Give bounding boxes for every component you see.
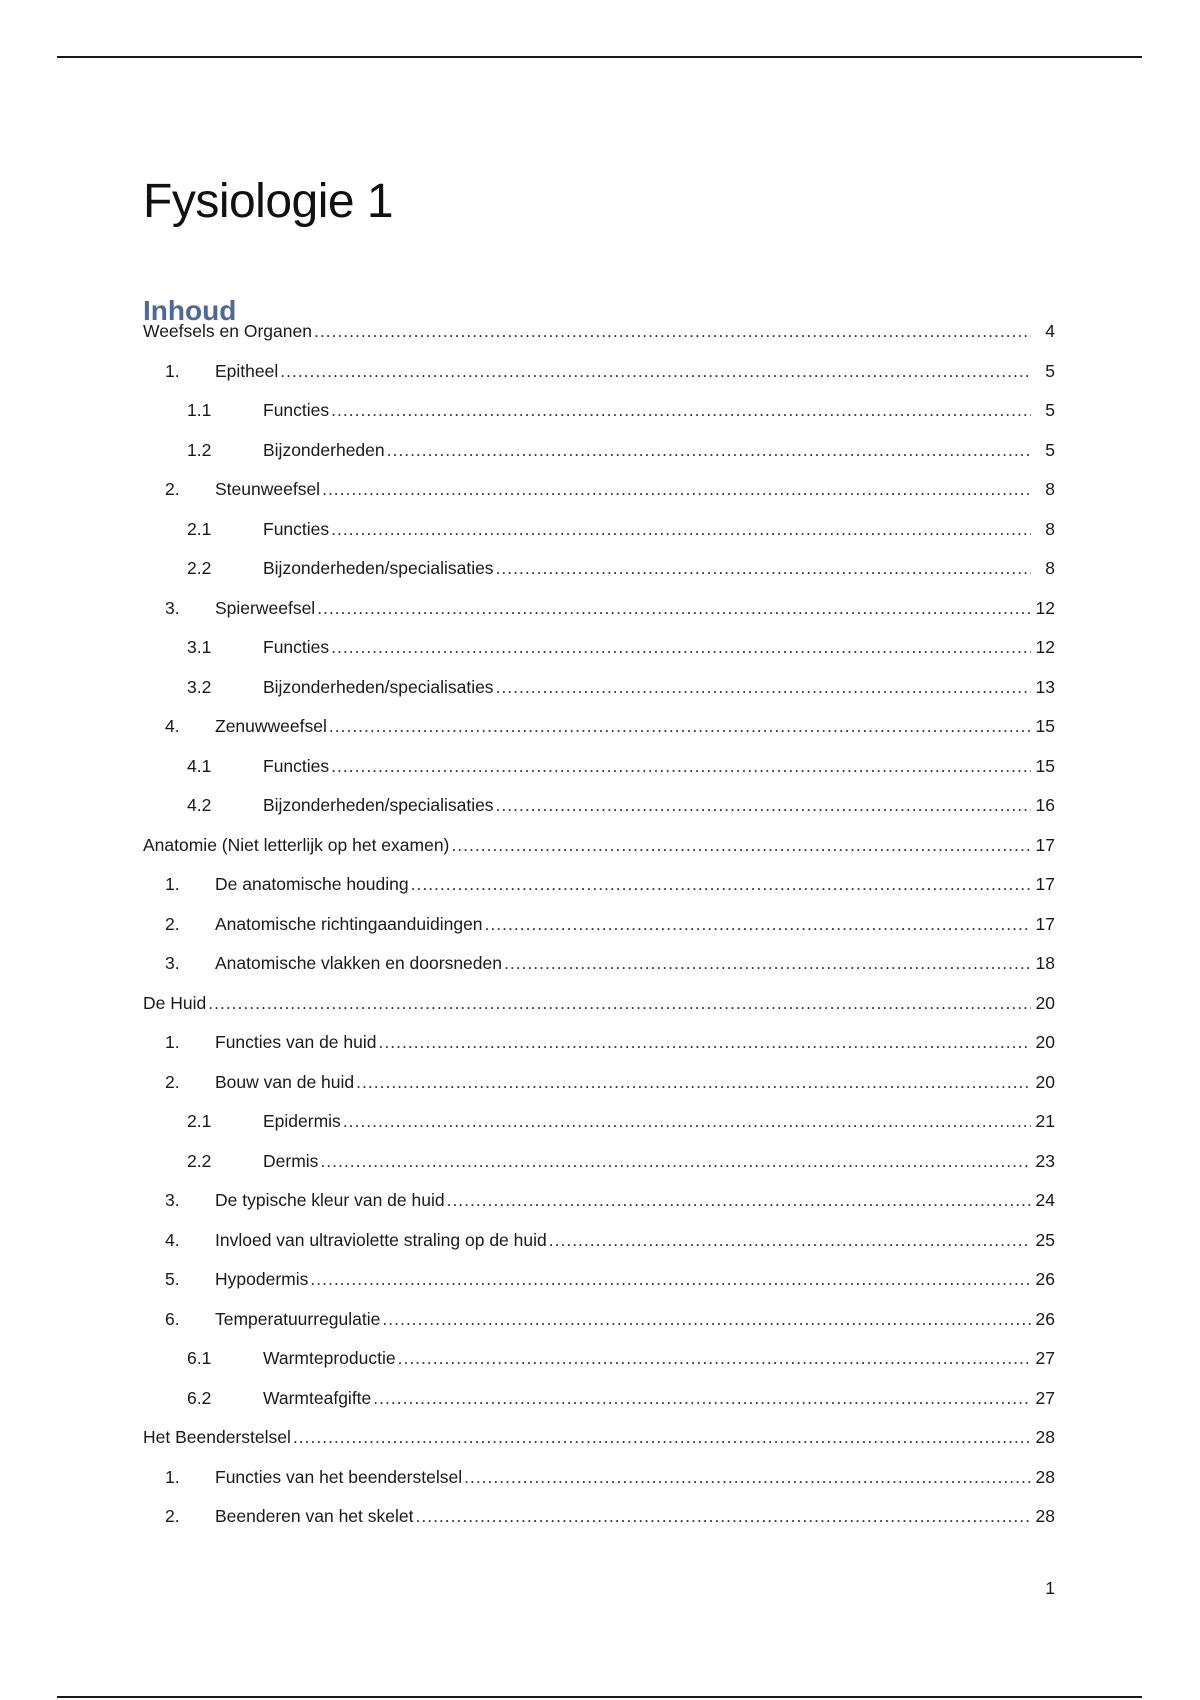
toc-entry-page: 26: [1035, 1269, 1055, 1289]
toc-entry-title: Hypodermis: [215, 1269, 309, 1289]
toc-entry-title: Bijzonderheden: [263, 439, 385, 460]
toc-dot-leader: [447, 1187, 1031, 1213]
toc-entry[interactable]: [143, 516, 1055, 556]
toc-entry-title: Epidermis: [263, 1111, 341, 1131]
toc-entry-page: 15: [1035, 716, 1055, 736]
toc-dot-leader: [322, 476, 1031, 502]
toc-entry-page: 17: [1035, 834, 1055, 855]
toc-entry-title: Functies: [263, 400, 330, 420]
footer-rule: [57, 1696, 1142, 1698]
toc-entry-title: Anatomische richtingaanduidingen: [215, 913, 483, 934]
header-rule: [57, 56, 1142, 58]
toc-dot-leader: [382, 1306, 1031, 1332]
toc-dot-leader: [373, 1385, 1031, 1411]
toc-dot-leader: [331, 397, 1031, 423]
toc-dot-leader: [343, 1108, 1031, 1134]
toc-entry[interactable]: [143, 1503, 1055, 1543]
toc-entry-page: 26: [1035, 1308, 1055, 1329]
toc-entry-title: Warmteafgifte: [263, 1387, 372, 1408]
toc-entry[interactable]: [143, 437, 1055, 477]
toc-entry[interactable]: [143, 397, 1055, 437]
toc-entry-title: Zenuwweefsel: [215, 716, 327, 736]
toc-entry[interactable]: [143, 674, 1055, 714]
toc-dot-leader: [320, 1148, 1031, 1174]
toc-entry-number: 2.: [165, 479, 180, 499]
toc-dot-leader: [310, 1266, 1031, 1292]
toc-entry-number: 4.1: [187, 755, 212, 776]
toc-entry-page: 15: [1035, 755, 1055, 776]
toc-dot-leader: [293, 1424, 1031, 1450]
toc-dot-leader: [314, 318, 1031, 344]
toc-entry-page: 21: [1035, 1111, 1055, 1131]
toc-entry-page: 20: [1035, 1032, 1055, 1052]
toc-entry-page: 17: [1035, 913, 1055, 934]
toc-entry[interactable]: [143, 318, 1055, 358]
toc-entry[interactable]: [143, 1187, 1055, 1227]
toc-entry-page: 17: [1035, 874, 1055, 894]
toc-entry-number: 1.: [165, 1032, 180, 1052]
toc-entry-title: Bijzonderheden/specialisaties: [263, 558, 494, 578]
toc-entry-title: Spierweefsel: [215, 597, 316, 618]
toc-dot-leader: [549, 1227, 1031, 1253]
toc-dot-leader: [387, 437, 1031, 463]
toc-dot-leader: [415, 1503, 1031, 1529]
toc-entry-page: 28: [1035, 1466, 1055, 1487]
page-title: Fysiologie 1: [143, 175, 394, 229]
page-number: 1: [1045, 1578, 1055, 1598]
toc-dot-leader: [398, 1345, 1031, 1371]
toc-entry-page: 18: [1035, 953, 1055, 973]
toc-dot-leader: [496, 674, 1031, 700]
toc-entry[interactable]: [143, 990, 1055, 1030]
toc-entry[interactable]: [143, 555, 1055, 595]
toc-entry-page: 13: [1035, 676, 1055, 697]
toc-entry-number: 2.: [165, 1506, 180, 1526]
toc-entry-title: Anatomie (Niet letterlijk op het examen): [143, 834, 450, 855]
toc-entry-title: Dermis: [263, 1150, 319, 1171]
toc-entry-page: 16: [1035, 795, 1055, 815]
toc-entry-title: Functies: [263, 755, 330, 776]
toc-entry-number: 1.1: [187, 400, 212, 420]
toc-entry-title: Anatomische vlakken en doorsneden: [215, 953, 502, 973]
toc-entry-page: 20: [1035, 1071, 1055, 1092]
toc-entry-page: 20: [1035, 992, 1055, 1013]
toc-entry-title: Epitheel: [215, 360, 279, 381]
toc-entry-number: 3.: [165, 1190, 180, 1210]
toc-dot-leader: [464, 1464, 1031, 1490]
toc-dot-leader: [317, 595, 1031, 621]
toc-entry-title: Beenderen van het skelet: [215, 1506, 414, 1526]
toc-entry-page: 5: [1045, 400, 1055, 420]
toc-entry-page: 27: [1035, 1348, 1055, 1368]
toc-dot-leader: [496, 555, 1031, 581]
toc-entry-number: 4.: [165, 1229, 180, 1250]
toc-entry-page: 27: [1035, 1387, 1055, 1408]
toc-dot-leader: [451, 832, 1031, 858]
toc-entry-page: 28: [1035, 1427, 1055, 1447]
toc-entry-title: Functies: [263, 637, 330, 657]
toc-entry-title: Functies: [263, 518, 330, 539]
toc-entry-page: 8: [1045, 558, 1055, 578]
toc-entry-number: 1.2: [187, 439, 212, 460]
toc-entry-number: 1.: [165, 360, 180, 381]
toc-entry[interactable]: [143, 1108, 1055, 1148]
toc-entry-number: 5.: [165, 1269, 180, 1289]
toc-entry-page: 12: [1035, 637, 1055, 657]
toc-dot-leader: [329, 713, 1031, 739]
toc-entry-number: 3.1: [187, 637, 212, 657]
table-of-contents: [143, 318, 1055, 1543]
toc-entry-page: 5: [1045, 360, 1055, 381]
toc-entry-number: 2.1: [187, 1111, 212, 1131]
toc-entry[interactable]: [143, 1029, 1055, 1069]
toc-entry-title: Functies van de huid: [215, 1032, 377, 1052]
toc-entry[interactable]: [143, 1464, 1055, 1504]
toc-entry[interactable]: [143, 1069, 1055, 1109]
toc-entry-page: 8: [1045, 518, 1055, 539]
toc-entry-title: Temperatuurregulatie: [215, 1308, 381, 1329]
toc-dot-leader: [379, 1029, 1032, 1055]
toc-entry-number: 3.: [165, 953, 180, 973]
toc-entry-title: De anatomische houding: [215, 874, 409, 894]
toc-entry-number: 2.2: [187, 1150, 212, 1171]
toc-entry-number: 1.: [165, 1466, 180, 1487]
toc-dot-leader: [411, 871, 1031, 897]
toc-dot-leader: [331, 516, 1031, 542]
toc-entry-title: Bijzonderheden/specialisaties: [263, 795, 494, 815]
toc-entry-title: Steunweefsel: [215, 479, 321, 499]
toc-entry-number: 2.: [165, 1071, 180, 1092]
toc-entry[interactable]: [143, 871, 1055, 911]
toc-entry-number: 6.2: [187, 1387, 212, 1408]
toc-entry-number: 2.2: [187, 558, 212, 578]
toc-entry-page: 12: [1035, 597, 1055, 618]
toc-entry[interactable]: [143, 358, 1055, 398]
toc-entry[interactable]: [143, 1266, 1055, 1306]
toc-entry[interactable]: [143, 753, 1055, 793]
toc-entry-title: Warmteproductie: [263, 1348, 396, 1368]
toc-heading: Inhoud: [143, 295, 237, 327]
toc-entry[interactable]: [143, 1148, 1055, 1188]
toc-entry[interactable]: [143, 911, 1055, 951]
toc-entry-number: 1.: [165, 874, 180, 894]
toc-entry-number: 3.2: [187, 676, 212, 697]
toc-entry-number: 4.2: [187, 795, 212, 815]
toc-entry-page: 28: [1035, 1506, 1055, 1526]
toc-entry[interactable]: [143, 792, 1055, 832]
toc-entry[interactable]: [143, 1385, 1055, 1425]
toc-entry[interactable]: [143, 1345, 1055, 1385]
toc-entry[interactable]: [143, 713, 1055, 753]
toc-entry-page: 4: [1045, 321, 1055, 341]
toc-entry-number: 4.: [165, 716, 180, 736]
toc-entry-page: 25: [1035, 1229, 1055, 1250]
toc-entry-number: 2.: [165, 913, 180, 934]
toc-entry-page: 24: [1035, 1190, 1055, 1210]
toc-dot-leader: [356, 1069, 1031, 1095]
toc-entry[interactable]: [143, 634, 1055, 674]
toc-entry[interactable]: [143, 950, 1055, 990]
toc-entry[interactable]: [143, 1227, 1055, 1267]
toc-entry[interactable]: [143, 476, 1055, 516]
toc-entry-title: Functies van het beenderstelsel: [215, 1466, 463, 1487]
toc-dot-leader: [496, 792, 1031, 818]
toc-entry-page: 8: [1045, 479, 1055, 499]
toc-entry-number: 2.1: [187, 518, 212, 539]
toc-dot-leader: [504, 950, 1031, 976]
toc-dot-leader: [485, 911, 1031, 937]
toc-entry-title: Weefsels en Organen: [143, 321, 312, 341]
toc-entry[interactable]: [143, 595, 1055, 635]
toc-dot-leader: [331, 634, 1031, 660]
toc-entry[interactable]: [143, 1306, 1055, 1346]
toc-entry-number: 6.1: [187, 1348, 212, 1368]
toc-entry-title: Het Beenderstelsel: [143, 1427, 291, 1447]
toc-dot-leader: [208, 990, 1031, 1016]
toc-entry-title: Bouw van de huid: [215, 1071, 355, 1092]
toc-entry[interactable]: [143, 832, 1055, 872]
toc-entry-title: Bijzonderheden/specialisaties: [263, 676, 494, 697]
toc-entry-number: 6.: [165, 1308, 180, 1329]
toc-dot-leader: [331, 753, 1031, 779]
toc-entry-title: De typische kleur van de huid: [215, 1190, 445, 1210]
toc-entry-number: 3.: [165, 597, 180, 618]
toc-entry-page: 23: [1035, 1150, 1055, 1171]
toc-entry-page: 5: [1045, 439, 1055, 460]
toc-entry-title: De Huid: [143, 992, 207, 1013]
toc-entry-title: Invloed van ultraviolette straling op de huid: [215, 1229, 547, 1250]
toc-entry[interactable]: [143, 1424, 1055, 1464]
toc-dot-leader: [280, 358, 1031, 384]
